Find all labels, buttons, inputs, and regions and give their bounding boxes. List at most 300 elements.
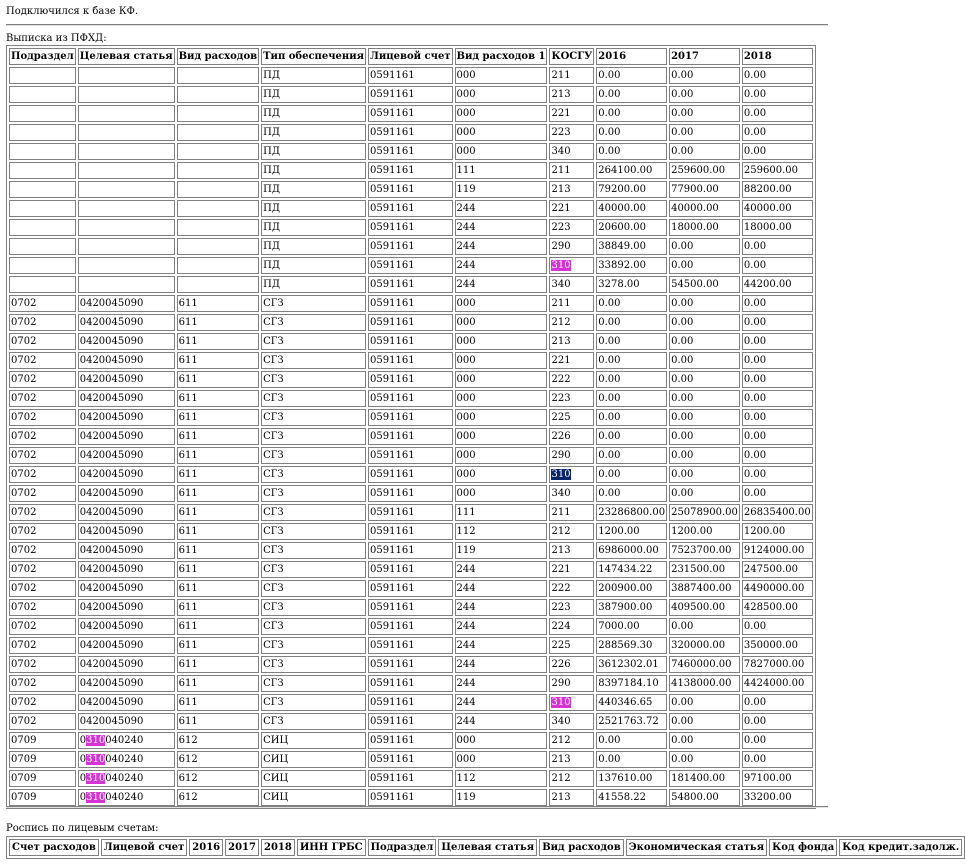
table-cell: СГЗ — [261, 390, 366, 407]
table-cell: 0420045090 — [78, 542, 175, 559]
table-cell: 611 — [177, 466, 260, 483]
table-cell: 611 — [177, 694, 260, 711]
table-cell: 77900.00 — [669, 181, 740, 198]
table-cell: 213 — [549, 751, 594, 768]
table-cell: 0591161 — [368, 504, 453, 521]
table-cell: 0.00 — [742, 466, 813, 483]
table-cell: ПД — [261, 200, 366, 217]
table-cell: 611 — [177, 333, 260, 350]
table-cell: 0.00 — [742, 105, 813, 122]
table-row — [9, 770, 813, 787]
table-cell: 000 — [455, 143, 548, 160]
table-row — [9, 314, 813, 331]
table-cell: 000 — [455, 352, 548, 369]
table-cell: 0702 — [9, 713, 76, 730]
table-cell: 000 — [455, 333, 548, 350]
table-cell — [9, 124, 76, 141]
table-cell: 611 — [177, 675, 260, 692]
table-cell: 611 — [177, 580, 260, 597]
table-cell: 244 — [455, 618, 548, 635]
table-cell: 25078900.00 — [669, 504, 740, 521]
table-row — [9, 751, 813, 768]
rospis-header-cell: Код фонда — [769, 839, 837, 856]
table-cell: 0.00 — [596, 352, 667, 369]
table-row — [9, 162, 813, 179]
table-cell — [78, 143, 175, 160]
table-cell: 0.00 — [742, 371, 813, 388]
table-row — [9, 67, 813, 84]
table-cell: 0702 — [9, 618, 76, 635]
table-cell: 33892.00 — [596, 257, 667, 274]
rospis-header-row — [9, 839, 962, 856]
table-cell: 0591161 — [368, 770, 453, 787]
table-cell: 0702 — [9, 561, 76, 578]
table-cell: 212 — [549, 523, 594, 540]
table-cell: 247500.00 — [742, 561, 813, 578]
table-cell: СГЗ — [261, 637, 366, 654]
table-cell: 119 — [455, 181, 548, 198]
table-cell: СГЗ — [261, 352, 366, 369]
table-row — [9, 200, 813, 217]
table-cell: 0591161 — [368, 67, 453, 84]
table-cell: 000 — [455, 485, 548, 502]
table-cell: 119 — [455, 789, 548, 806]
table-cell: 0.00 — [596, 86, 667, 103]
table-cell: 0.00 — [596, 295, 667, 312]
table-cell: 340 — [549, 276, 594, 293]
table-cell: 0.00 — [742, 143, 813, 160]
table-cell: 0.00 — [669, 485, 740, 502]
table-cell: 0591161 — [368, 181, 453, 198]
table-cell: 41558.22 — [596, 789, 667, 806]
table-cell: 7000.00 — [596, 618, 667, 635]
table-cell — [78, 238, 175, 255]
table-cell: 0.00 — [596, 751, 667, 768]
table-cell: 213 — [549, 86, 594, 103]
table-cell: 0.00 — [742, 732, 813, 749]
table-cell: 0.00 — [669, 143, 740, 160]
table-cell: 213 — [549, 181, 594, 198]
table-cell: 0591161 — [368, 428, 453, 445]
table-cell — [177, 124, 260, 141]
table-cell: 8397184.10 — [596, 675, 667, 692]
pfhd-header-cell: Целевая статья — [78, 48, 175, 65]
table-cell: 264100.00 — [596, 162, 667, 179]
table-cell: СГЗ — [261, 523, 366, 540]
table-cell: 290 — [549, 675, 594, 692]
table-cell: 0.00 — [742, 428, 813, 445]
table-cell: 0591161 — [368, 713, 453, 730]
table-cell: 0702 — [9, 295, 76, 312]
table-cell: 0310040240 — [78, 770, 175, 787]
table-row — [9, 295, 813, 312]
table-cell: 97100.00 — [742, 770, 813, 787]
table-cell — [177, 143, 260, 160]
table-cell — [78, 276, 175, 293]
table-cell: 221 — [549, 200, 594, 217]
table-cell: 000 — [455, 67, 548, 84]
table-cell: СГЗ — [261, 580, 366, 597]
table-cell: 0.00 — [669, 352, 740, 369]
table-cell: 1200.00 — [669, 523, 740, 540]
table-cell: 611 — [177, 485, 260, 502]
table-cell — [549, 466, 594, 483]
table-row — [9, 694, 813, 711]
table-cell — [9, 219, 76, 236]
table-cell: 244 — [455, 675, 548, 692]
table-cell: 1200.00 — [742, 523, 813, 540]
table-cell: 0.00 — [596, 67, 667, 84]
table-cell: 288569.30 — [596, 637, 667, 654]
table-cell: 213 — [549, 333, 594, 350]
table-cell: 0.00 — [669, 238, 740, 255]
table-cell: 222 — [549, 580, 594, 597]
table-row — [9, 656, 813, 673]
table-cell: 40000.00 — [669, 200, 740, 217]
table-cell: 0702 — [9, 409, 76, 426]
table-row — [9, 580, 813, 597]
table-cell: 0709 — [9, 789, 76, 806]
table-row — [9, 390, 813, 407]
table-cell: 612 — [177, 732, 260, 749]
table-cell: 181400.00 — [669, 770, 740, 787]
table-cell: 0420045090 — [78, 485, 175, 502]
table-cell — [78, 86, 175, 103]
table-row — [9, 599, 813, 616]
table-cell — [177, 257, 260, 274]
table-cell: 26835400.00 — [742, 504, 813, 521]
table-cell: 611 — [177, 637, 260, 654]
table-cell: 611 — [177, 314, 260, 331]
table-cell: 0702 — [9, 599, 76, 616]
table-cell: 137610.00 — [596, 770, 667, 787]
table-cell: СГЗ — [261, 314, 366, 331]
table-cell: СГЗ — [261, 295, 366, 312]
table-row — [9, 409, 813, 426]
table-cell: 223 — [549, 390, 594, 407]
table-cell: 0591161 — [368, 751, 453, 768]
table-row — [9, 257, 813, 274]
table-row — [9, 466, 813, 483]
table-cell — [9, 143, 76, 160]
table-cell: 0.00 — [742, 713, 813, 730]
table-cell: 611 — [177, 390, 260, 407]
table-cell: 0420045090 — [78, 580, 175, 597]
table-cell: 0.00 — [669, 694, 740, 711]
table-cell: 79200.00 — [596, 181, 667, 198]
table-cell: 0420045090 — [78, 314, 175, 331]
table-cell: 611 — [177, 656, 260, 673]
table-cell: 0.00 — [669, 428, 740, 445]
table-cell: 0.00 — [669, 447, 740, 464]
table-cell: СИЦ — [261, 751, 366, 768]
table-cell: СГЗ — [261, 713, 366, 730]
table-row — [9, 713, 813, 730]
table-cell: 0.00 — [669, 333, 740, 350]
rospis-title: Роспись по лицевым счетам: — [6, 823, 159, 834]
table-cell: 0.00 — [596, 105, 667, 122]
rospis-header-cell: 2016 — [189, 839, 223, 856]
table-cell: 212 — [549, 770, 594, 787]
table-cell: 112 — [455, 770, 548, 787]
table-cell: 221 — [549, 105, 594, 122]
table-cell — [78, 257, 175, 274]
table-cell: 0.00 — [669, 105, 740, 122]
table-cell: 0591161 — [368, 580, 453, 597]
table-row — [9, 561, 813, 578]
table-cell: 226 — [549, 656, 594, 673]
table-cell — [177, 162, 260, 179]
table-cell: ПД — [261, 257, 366, 274]
table-cell: 0420045090 — [78, 371, 175, 388]
table-cell: ПД — [261, 67, 366, 84]
table-row — [9, 618, 813, 635]
table-cell: 0591161 — [368, 333, 453, 350]
table-cell: 244 — [455, 599, 548, 616]
table-cell: 54800.00 — [669, 789, 740, 806]
table-cell: 000 — [455, 447, 548, 464]
table-cell: 0.00 — [742, 314, 813, 331]
table-cell: 0420045090 — [78, 504, 175, 521]
table-cell: 0.00 — [596, 124, 667, 141]
table-cell: 213 — [549, 542, 594, 559]
table-cell: 119 — [455, 542, 548, 559]
table-cell: СГЗ — [261, 656, 366, 673]
table-cell: 611 — [177, 542, 260, 559]
table-cell: 0420045090 — [78, 428, 175, 445]
table-cell: 0702 — [9, 390, 76, 407]
table-cell: 0.00 — [669, 409, 740, 426]
table-cell: 0.00 — [596, 143, 667, 160]
table-row — [9, 523, 813, 540]
table-cell: СГЗ — [261, 694, 366, 711]
pfhd-header-cell: Вид расходов — [177, 48, 260, 65]
table-cell: 259600.00 — [742, 162, 813, 179]
table-cell: 0.00 — [742, 238, 813, 255]
table-cell: 0702 — [9, 371, 76, 388]
table-row — [9, 675, 813, 692]
table-cell: 611 — [177, 561, 260, 578]
table-cell: 212 — [549, 314, 594, 331]
table-cell: 000 — [455, 314, 548, 331]
table-cell: 222 — [549, 371, 594, 388]
table-cell: 0702 — [9, 675, 76, 692]
table-cell: 0.00 — [596, 447, 667, 464]
table-cell — [9, 105, 76, 122]
table-cell: 221 — [549, 561, 594, 578]
table-cell: 000 — [455, 86, 548, 103]
pfhd-title: Выписка из ПФХД: — [6, 33, 107, 44]
table-cell: 0.00 — [742, 751, 813, 768]
table-cell: 0702 — [9, 314, 76, 331]
table-cell: 18000.00 — [669, 219, 740, 236]
table-cell: 244 — [455, 219, 548, 236]
rospis-header-cell: ИНН ГРБС — [297, 839, 366, 856]
table-cell: 0702 — [9, 485, 76, 502]
table-cell: 259600.00 — [669, 162, 740, 179]
table-cell: 611 — [177, 295, 260, 312]
table-cell: 88200.00 — [742, 181, 813, 198]
table-cell: 0591161 — [368, 219, 453, 236]
table-cell: 0420045090 — [78, 599, 175, 616]
table-cell: 0591161 — [368, 143, 453, 160]
table-cell — [9, 257, 76, 274]
pfhd-header-cell: 2017 — [669, 48, 740, 65]
table-cell: СГЗ — [261, 618, 366, 635]
table-cell: 612 — [177, 789, 260, 806]
table-cell: 0702 — [9, 637, 76, 654]
pfhd-table — [6, 45, 816, 809]
table-cell: 4490000.00 — [742, 580, 813, 597]
table-cell: 611 — [177, 504, 260, 521]
table-cell: 428500.00 — [742, 599, 813, 616]
table-cell: 0591161 — [368, 276, 453, 293]
table-cell: 409500.00 — [669, 599, 740, 616]
table-cell — [549, 257, 594, 274]
table-row — [9, 732, 813, 749]
table-cell: 112 — [455, 523, 548, 540]
table-cell: 223 — [549, 124, 594, 141]
table-cell: 000 — [455, 105, 548, 122]
table-cell: 0591161 — [368, 124, 453, 141]
table-cell: 0420045090 — [78, 561, 175, 578]
rospis-header-cell: Подраздел — [368, 839, 437, 856]
table-cell: 0.00 — [742, 447, 813, 464]
table-cell: 0.00 — [669, 751, 740, 768]
table-cell: СГЗ — [261, 371, 366, 388]
table-row — [9, 219, 813, 236]
table-cell: 000 — [455, 751, 548, 768]
table-cell — [177, 181, 260, 198]
search-highlight: 310 — [86, 792, 106, 803]
pfhd-header-cell: Тип обеспечения — [261, 48, 366, 65]
table-cell: СГЗ — [261, 428, 366, 445]
table-cell: 0702 — [9, 656, 76, 673]
table-cell: СГЗ — [261, 504, 366, 521]
table-cell: 0.00 — [596, 314, 667, 331]
table-cell: 244 — [455, 200, 548, 217]
table-cell: 0.00 — [596, 466, 667, 483]
table-cell — [9, 200, 76, 217]
table-cell: 0591161 — [368, 390, 453, 407]
table-cell: 0.00 — [669, 314, 740, 331]
table-cell: 0.00 — [596, 333, 667, 350]
table-cell: 0591161 — [368, 523, 453, 540]
table-cell: 0591161 — [368, 637, 453, 654]
table-cell: 244 — [455, 238, 548, 255]
table-cell: 2521763.72 — [596, 713, 667, 730]
table-cell: 0.00 — [742, 67, 813, 84]
table-cell: 0.00 — [742, 409, 813, 426]
table-cell: 147434.22 — [596, 561, 667, 578]
table-cell: 0702 — [9, 428, 76, 445]
table-cell: 0.00 — [742, 257, 813, 274]
table-cell: 0591161 — [368, 409, 453, 426]
table-cell: СГЗ — [261, 333, 366, 350]
rospis-table — [6, 836, 965, 859]
table-cell: 0709 — [9, 732, 76, 749]
pfhd-header-cell: 2016 — [596, 48, 667, 65]
table-row — [9, 181, 813, 198]
table-row — [9, 276, 813, 293]
table-cell: 0591161 — [368, 238, 453, 255]
table-cell: 0420045090 — [78, 675, 175, 692]
table-cell: 0591161 — [368, 675, 453, 692]
table-cell: 000 — [455, 124, 548, 141]
table-cell: СГЗ — [261, 675, 366, 692]
table-cell: 0310040240 — [78, 789, 175, 806]
table-cell: 0591161 — [368, 295, 453, 312]
table-cell: 611 — [177, 599, 260, 616]
table-cell: 0702 — [9, 694, 76, 711]
search-highlight: 310 — [551, 697, 571, 708]
table-cell: 20600.00 — [596, 219, 667, 236]
table-cell: 340 — [549, 485, 594, 502]
table-cell: 0591161 — [368, 618, 453, 635]
table-cell: 340 — [549, 713, 594, 730]
pfhd-header-cell: 2018 — [742, 48, 813, 65]
table-cell: 0.00 — [669, 390, 740, 407]
table-cell: 225 — [549, 637, 594, 654]
table-cell — [78, 200, 175, 217]
table-cell: 0591161 — [368, 86, 453, 103]
table-cell: 33200.00 — [742, 789, 813, 806]
table-cell: ПД — [261, 143, 366, 160]
table-cell: 611 — [177, 371, 260, 388]
table-cell: 0.00 — [669, 618, 740, 635]
table-row — [9, 637, 813, 654]
table-row — [9, 428, 813, 445]
table-row — [9, 124, 813, 141]
pfhd-header-row — [9, 48, 813, 65]
table-row — [9, 238, 813, 255]
table-cell: 290 — [549, 238, 594, 255]
table-cell: ПД — [261, 124, 366, 141]
table-cell: 350000.00 — [742, 637, 813, 654]
table-cell: 221 — [549, 352, 594, 369]
table-cell: 7460000.00 — [669, 656, 740, 673]
table-cell: 0591161 — [368, 485, 453, 502]
table-cell: 0591161 — [368, 656, 453, 673]
table-cell: 111 — [455, 162, 548, 179]
table-cell: 0709 — [9, 770, 76, 787]
table-cell: СГЗ — [261, 466, 366, 483]
search-highlight: 310 — [86, 754, 106, 765]
table-cell: 0420045090 — [78, 637, 175, 654]
table-cell: СИЦ — [261, 789, 366, 806]
table-cell: 611 — [177, 447, 260, 464]
table-cell: 0591161 — [368, 162, 453, 179]
table-cell: 290 — [549, 447, 594, 464]
table-cell: 000 — [455, 428, 548, 445]
table-cell: 0702 — [9, 333, 76, 350]
table-row — [9, 504, 813, 521]
table-row — [9, 352, 813, 369]
pfhd-header-cell: Подраздел — [9, 48, 76, 65]
table-cell: 0420045090 — [78, 333, 175, 350]
table-cell: 0.00 — [742, 124, 813, 141]
table-cell: 38849.00 — [596, 238, 667, 255]
table-cell: ПД — [261, 219, 366, 236]
table-cell: 244 — [455, 580, 548, 597]
table-cell: 0591161 — [368, 599, 453, 616]
rospis-header-cell: Экономическая статья — [626, 839, 767, 856]
table-cell: 200900.00 — [596, 580, 667, 597]
table-cell: 111 — [455, 504, 548, 521]
table-cell: 0420045090 — [78, 618, 175, 635]
table-cell: 244 — [455, 637, 548, 654]
search-highlight: 310 — [551, 260, 571, 271]
